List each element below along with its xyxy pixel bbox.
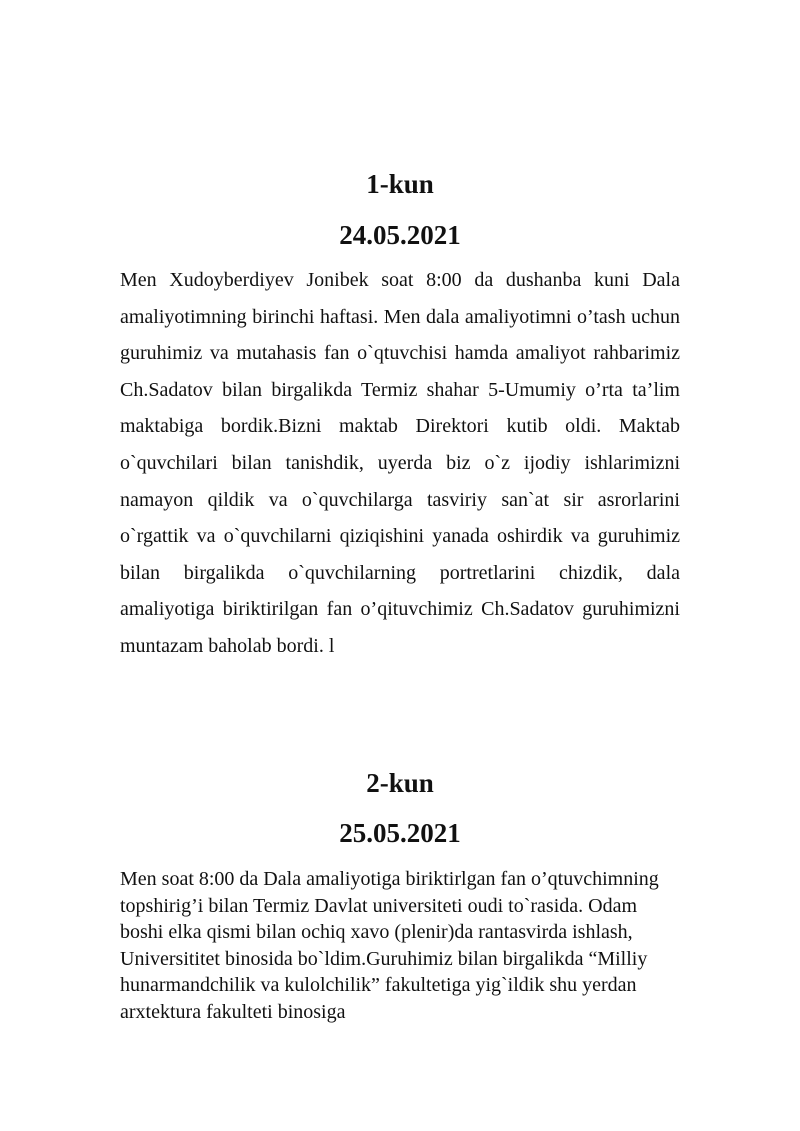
day-1-paragraph: Men Xudoyberdiyev Jonibek soat 8:00 da dushanba kuni Dala amaliyotimning birinchi haftasi. Men dala amaliyotimni o’tash uchun guruhimiz va mutahasis fan o`qtuvchisi hamda amaliyot rahbarimiz Ch.Sadatov bilan birgalikda Termiz shahar 5-Umumiy o’rta ta’lim maktabiga bordik.Bizni maktab Direktori kutib oldi. Maktab o`quvchilari bilan tanishdik, uyerda biz o`z ijodiy ishlarimizni namayon qildik va o`quvchilarga tasviriy san`at sir asrorlarini o`rgattik va o`quvchilarni qiziqishini yanada oshirdik va guruhimiz bilan birgalikda o`quvchilarning portretlarini chizdik, dala amaliyotiga biriktirilgan fan o’qituvchimiz Ch.Sadatov guruhimizni muntazam baholab bordi. l [120,269,680,657]
day-1-date: 24.05.2021 [339,220,461,250]
day-2-paragraph: Men soat 8:00 da Dala amaliyotiga biriktirlgan fan o’qtuvchimning topshirig’i bilan Termiz Davlat universiteti oudi to`rasida. Odam boshi elka qismi bilan ochiq xavo (plenir)da rantasvirda ishlash, Universititet binosida bo`ldim.Guruhimiz bilan birgalikda “Milliy hunarmandchilik va kulolchilik” fakultetiga yig`ildik shu yerdan arxtektura fakulteti binosiga [120,868,659,1023]
day-2-heading: 2-kun [366,768,434,798]
day-2-date: 25.05.2021 [339,818,461,848]
day-1-heading: 1-kun [366,169,434,199]
